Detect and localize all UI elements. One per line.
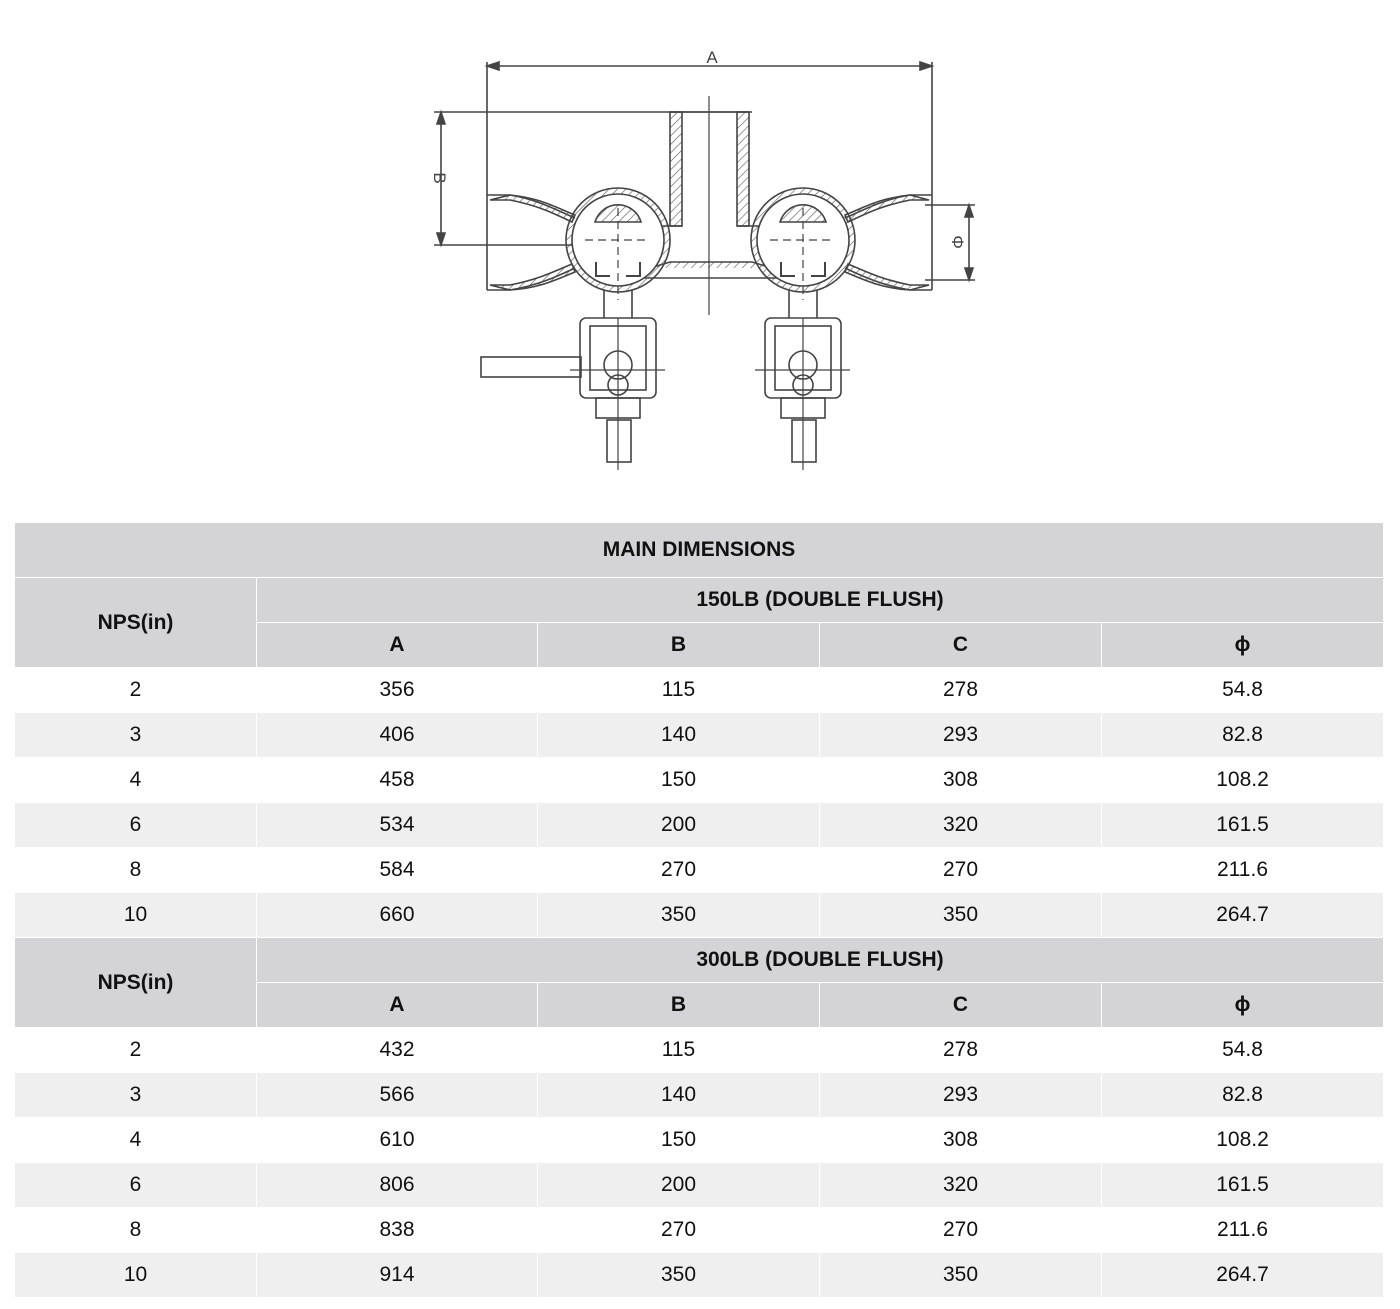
dimension-cell: 108.2 (1102, 758, 1384, 803)
dimension-cell: 610 (257, 1118, 538, 1163)
nps-cell: 8 (15, 1208, 257, 1253)
column-header: B (538, 623, 820, 668)
dimension-cell: 161.5 (1102, 803, 1384, 848)
table-title: MAIN DIMENSIONS (15, 523, 1384, 578)
dimension-cell: 432 (257, 1028, 538, 1073)
dimension-cell: 838 (257, 1208, 538, 1253)
table-row (15, 758, 1384, 803)
column-header: C (820, 983, 1102, 1028)
dimension-cell: 211.6 (1102, 1208, 1384, 1253)
table-row (15, 803, 1384, 848)
table-row (15, 668, 1384, 713)
nps-cell: 6 (15, 803, 257, 848)
dimension-cell: 356 (257, 668, 538, 713)
column-header: ϕ (1102, 623, 1384, 668)
dimension-cell: 406 (257, 713, 538, 758)
dimension-cell: 211.6 (1102, 848, 1384, 893)
main-dimensions-table (14, 522, 1384, 1298)
pressure-class-heading: 150LB (DOUBLE FLUSH) (257, 578, 1384, 623)
table-row (15, 848, 1384, 893)
dimension-cell: 660 (257, 893, 538, 938)
nps-cell: 4 (15, 1118, 257, 1163)
dimension-cell: 140 (538, 713, 820, 758)
dimension-cell: 264.7 (1102, 1253, 1384, 1298)
dimension-cell: 270 (538, 1208, 820, 1253)
dimension-cell: 914 (257, 1253, 538, 1298)
dimension-cell: 458 (257, 758, 538, 803)
column-header: A (257, 623, 538, 668)
dimension-cell: 350 (538, 893, 820, 938)
dimension-label-phi: Φ (948, 235, 967, 249)
dimension-cell: 566 (257, 1073, 538, 1118)
dimension-cell: 150 (538, 758, 820, 803)
right-nozzle (845, 195, 932, 290)
dimension-cell: 293 (820, 1073, 1102, 1118)
dimension-cell: 108.2 (1102, 1118, 1384, 1163)
nps-cell: 6 (15, 1163, 257, 1208)
left-nozzle (487, 195, 575, 290)
column-header: ϕ (1102, 983, 1384, 1028)
nps-header: NPS(in) (15, 938, 257, 1028)
nps-cell: 4 (15, 758, 257, 803)
column-header: A (257, 983, 538, 1028)
technical-drawing (0, 0, 1400, 510)
nps-header: NPS(in) (15, 578, 257, 668)
dimension-cell: 82.8 (1102, 713, 1384, 758)
nps-cell: 2 (15, 1028, 257, 1073)
dimension-cell: 350 (820, 893, 1102, 938)
nps-cell: 10 (15, 893, 257, 938)
dimension-cell: 308 (820, 1118, 1102, 1163)
dimension-cell: 278 (820, 668, 1102, 713)
table-row (15, 1253, 1384, 1298)
pressure-class-heading: 300LB (DOUBLE FLUSH) (257, 938, 1384, 983)
column-header: C (820, 623, 1102, 668)
table-row (15, 1073, 1384, 1118)
dimension-cell: 320 (820, 1163, 1102, 1208)
dimension-cell: 140 (538, 1073, 820, 1118)
dimension-cell: 278 (820, 1028, 1102, 1073)
nps-cell: 3 (15, 713, 257, 758)
dimension-cell: 534 (257, 803, 538, 848)
nps-cell: 8 (15, 848, 257, 893)
dimension-cell: 54.8 (1102, 668, 1384, 713)
dimension-label-a: A (706, 48, 718, 67)
table-row (15, 1163, 1384, 1208)
dimension-cell: 293 (820, 713, 1102, 758)
dimension-cell: 320 (820, 803, 1102, 848)
nps-cell: 2 (15, 668, 257, 713)
column-header: B (538, 983, 820, 1028)
dimension-cell: 161.5 (1102, 1163, 1384, 1208)
dimension-cell: 200 (538, 1163, 820, 1208)
nps-cell: 10 (15, 1253, 257, 1298)
dimension-cell: 115 (538, 1028, 820, 1073)
dimension-cell: 270 (820, 1208, 1102, 1253)
dimension-cell: 115 (538, 668, 820, 713)
right-actuator (755, 318, 850, 470)
table-row (15, 713, 1384, 758)
dimension-cell: 270 (538, 848, 820, 893)
dimension-cell: 200 (538, 803, 820, 848)
nps-cell: 3 (15, 1073, 257, 1118)
right-ball-valve (751, 188, 855, 318)
dimension-cell: 350 (538, 1253, 820, 1298)
left-ball-valve (566, 188, 670, 318)
dimension-cell: 350 (820, 1253, 1102, 1298)
dimension-cell: 82.8 (1102, 1073, 1384, 1118)
table-row (15, 1118, 1384, 1163)
valve-schematic (0, 0, 1400, 510)
table-row (15, 1028, 1384, 1073)
dimension-cell: 308 (820, 758, 1102, 803)
dimension-cell: 806 (257, 1163, 538, 1208)
table-row (15, 893, 1384, 938)
dimension-cell: 270 (820, 848, 1102, 893)
dimension-cell: 264.7 (1102, 893, 1384, 938)
dimension-cell: 54.8 (1102, 1028, 1384, 1073)
left-actuator (481, 318, 665, 470)
dimension-label-b: B (430, 172, 449, 184)
dimension-cell: 584 (257, 848, 538, 893)
table-row (15, 1208, 1384, 1253)
dimension-cell: 150 (538, 1118, 820, 1163)
